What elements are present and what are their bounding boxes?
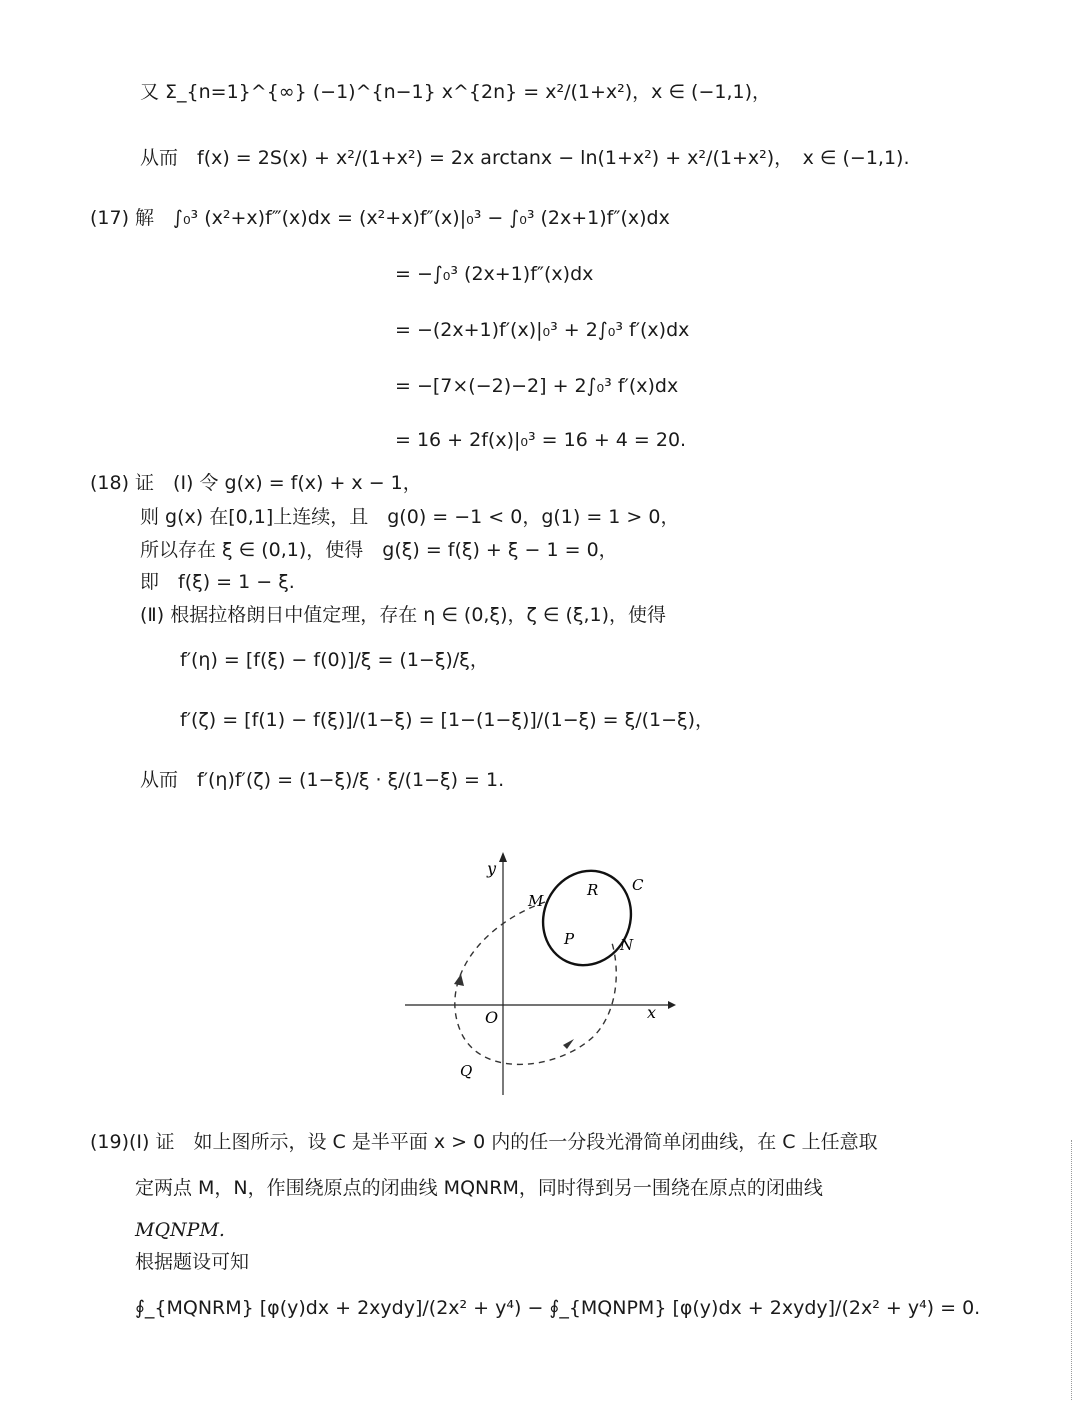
text-line-5: = −(2x+1)f′(x)|₀³ + 2∫₀³ f′(x)dx [395,319,690,341]
label-r: R [587,881,599,899]
text-line-3: (17) 解 ∫₀³ (x²+x)f‴(x)dx = (x²+x)f″(x)|₀³ − ∫₀³ (2x+1)f″(x)dx [90,207,670,229]
label-q: Q [460,1062,473,1080]
text-line-10: 所以存在 ξ ∈ (0,1)，使得 g(ξ) = f(ξ) + ξ − 1 = 0， [140,539,618,561]
text-line-13: f′(η) = [f(ξ) − f(0)]/ξ = (1−ξ)/ξ， [180,649,489,671]
text-line-19: 根据题设可知 [135,1251,250,1273]
text-line-11: 即 f(ξ) = 1 − ξ. [140,571,295,593]
text-line-7: = 16 + 2f(x)|₀³ = 16 + 4 = 20. [395,429,687,451]
text-line-17: 定两点 M，N，作围绕原点的闭曲线 MQNRM，同时得到另一围绕在原点的闭曲线 [135,1177,823,1199]
curve-mqn [455,902,616,1064]
text-line-1: 又 Σ_{n=1}^{∞} (−1)^{n−1} x^{2n} = x²/(1+x²)，x ∈ (−1,1)， [140,81,772,103]
scan-edge-artifact [1071,1140,1074,1400]
text-line-6: = −[7×(−2)−2] + 2∫₀³ f′(x)dx [395,375,679,397]
x-axis-arrow-icon [668,1001,676,1009]
dashed-arrow-left-icon [454,974,464,986]
label-origin: O [485,1008,499,1027]
text-line-16: (19)(Ⅰ) 证 如上图所示，设 C 是半平面 x > 0 内的任一分段光滑简单闭曲线，在 C 上任意取 [90,1131,878,1153]
dashed-arrow-bottom-icon [563,1039,574,1049]
text-line-4: = −∫₀³ (2x+1)f″(x)dx [395,263,594,285]
label-p: P [564,930,575,948]
text-line-8: (18) 证 (Ⅰ) 令 g(x) = f(x) + x − 1， [90,472,422,494]
text-line-12: (Ⅱ) 根据拉格朗日中值定理，存在 η ∈ (0,ξ)，ζ ∈ (ξ,1)，使得 [140,604,666,626]
text-line-18: MQNPM. [135,1219,225,1241]
text-line-2: 从而 f(x) = 2S(x) + x²/(1+x²) = 2x arctanx − ln(1+x²) + x²/(1+x²)， x ∈ (−1,1). [140,147,910,169]
curve-c [528,856,647,979]
text-line-20: ∮_{MQNRM} [φ(y)dx + 2xydy]/(2x² + y⁴) − ∮_{MQNPM} [φ(y)dx + 2xydy]/(2x² + y⁴) = 0. [135,1297,981,1319]
curve-figure [400,840,680,1100]
label-x: x [647,1003,657,1022]
label-m: M [528,892,544,910]
label-n: N [620,936,634,954]
label-y: y [487,859,497,878]
text-line-9: 则 g(x) 在[0,1]上连续，且 g(0) = −1 < 0，g(1) = 1 > 0， [140,506,680,528]
y-axis-arrow-icon [499,852,507,862]
text-line-15: 从而 f′(η)f′(ζ) = (1−ξ)/ξ · ξ/(1−ξ) = 1. [140,769,505,791]
label-c: C [632,876,644,894]
text-line-14: f′(ζ) = [f(1) − f(ξ)]/(1−ξ) = [1−(1−ξ)]/(1−ξ) = ξ/(1−ξ)， [180,709,715,731]
